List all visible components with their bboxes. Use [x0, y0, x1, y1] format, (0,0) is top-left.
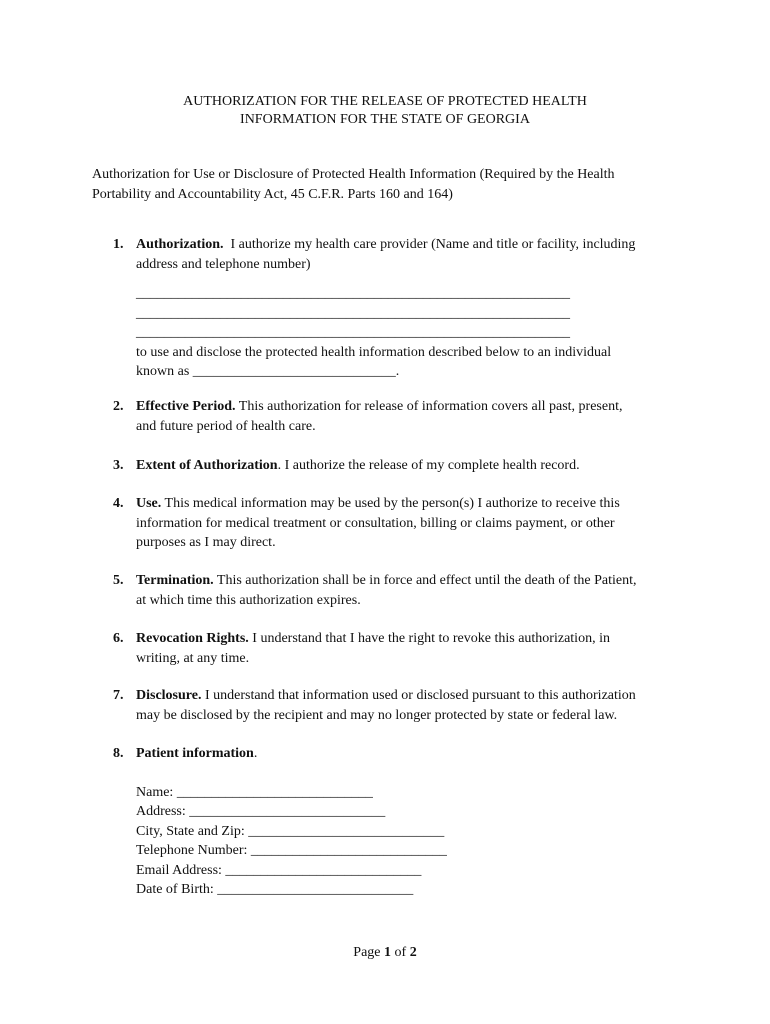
section-heading: Use. — [136, 496, 162, 511]
recipient-blank-line[interactable]: known as _____________________________. — [136, 364, 400, 379]
section-text: writing, at any time. — [136, 650, 250, 666]
page-of: of — [391, 945, 410, 960]
section-text: information for medical treatment or consultation, billing or claims payment, or other — [136, 515, 615, 531]
section-number: 3. — [113, 458, 124, 473]
patient-telephone-field[interactable]: Telephone Number: ____________________________ — [136, 843, 447, 858]
document-title — [0, 93, 770, 129]
section-number: 6. — [113, 631, 124, 646]
section-text: I understand that information used or disclosed pursuant to this authorization — [201, 688, 636, 703]
patient-dob-field[interactable]: Date of Birth: ____________________________ — [136, 882, 414, 897]
provider-blank-line-3[interactable]: ______________________________________________________________ — [136, 325, 570, 340]
section-heading: Effective Period. — [136, 399, 236, 414]
section-heading: Disclosure. — [136, 688, 202, 703]
section-text: to use and disclose the protected health information described below to an individual — [136, 344, 612, 360]
section-disclosure — [113, 686, 693, 725]
patient-email-field[interactable]: Email Address: ____________________________ — [136, 862, 422, 878]
section-number: 1. — [113, 237, 124, 252]
provider-blank-line-1[interactable]: ______________________________________________________________ — [136, 286, 570, 301]
section-text: This medical information may be used by the person(s) I authorize to receive this — [161, 496, 620, 511]
section-termination — [113, 571, 693, 610]
section-patient-information — [113, 744, 693, 900]
intro-line-1: Authorization for Use or Disclosure of Protected Health Information (Required by the Health — [92, 167, 615, 182]
section-text: purposes as I may direct. — [136, 535, 276, 550]
provider-blank-line-2[interactable]: ______________________________________________________________ — [136, 305, 570, 321]
section-text: address and telephone number) — [136, 256, 311, 272]
title-line-2: INFORMATION FOR THE STATE OF GEORGIA — [240, 112, 530, 127]
intro-paragraph — [92, 165, 692, 204]
section-number: 4. — [113, 496, 124, 511]
section-number: 2. — [113, 399, 124, 414]
page-label: Page — [353, 945, 385, 960]
section-heading: Extent of Authorization — [136, 458, 278, 473]
page-total: 2 — [409, 945, 417, 960]
section-heading: Authorization. — [136, 237, 224, 252]
section-use — [113, 494, 693, 553]
page-current: 1 — [384, 945, 392, 960]
section-heading: Revocation Rights. — [136, 631, 249, 646]
patient-address-field[interactable]: Address: ____________________________ — [136, 804, 386, 819]
patient-name-field[interactable]: Name: ____________________________ — [136, 784, 373, 800]
section-authorization — [113, 235, 693, 382]
intro-line-2: Portability and Accountability Act, 45 C.F.R. Parts 160 and 164) — [92, 186, 453, 202]
section-text: I understand that I have the right to revoke this authorization, in — [248, 631, 610, 646]
section-number: 8. — [113, 746, 124, 761]
section-effective-period — [113, 397, 693, 436]
section-text: at which time this authorization expires. — [136, 592, 361, 608]
section-text: . I authorize the release of my complete health record. — [277, 458, 580, 473]
section-heading: Patient information — [136, 746, 254, 761]
title-line-1: AUTHORIZATION FOR THE RELEASE OF PROTECTED HEALTH — [183, 94, 587, 109]
section-text: This authorization shall be in force and effect until the death of the Patient, — [213, 573, 637, 588]
section-number: 7. — [113, 688, 124, 703]
section-text: and future period of health care. — [136, 418, 316, 434]
section-heading: Termination. — [136, 573, 214, 588]
section-text: . — [253, 746, 258, 761]
section-number: 5. — [113, 573, 124, 588]
section-text: may be disclosed by the recipient and may no longer protected by state or federal law. — [136, 707, 618, 723]
section-extent — [113, 456, 693, 476]
section-text: This authorization for release of information covers all past, present, — [235, 399, 623, 414]
page-footer — [0, 943, 770, 963]
section-revocation-rights — [113, 629, 693, 668]
section-text: I authorize my health care provider (Name and title or facility, including — [223, 237, 636, 252]
patient-city-state-zip-field[interactable]: City, State and Zip: ____________________________ — [136, 823, 445, 839]
